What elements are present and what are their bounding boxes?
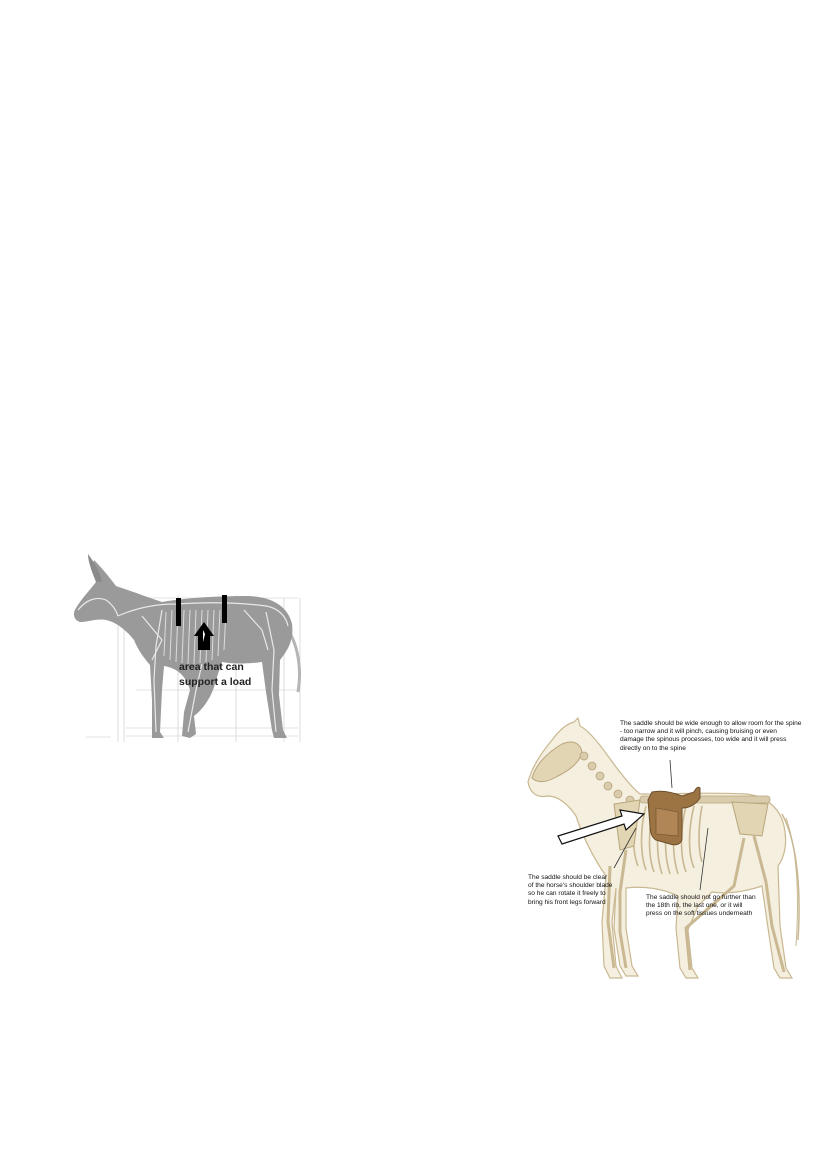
donkey-body <box>74 560 292 738</box>
horse-saddle-illustration <box>522 716 810 994</box>
horse-saddle-figure <box>522 716 810 994</box>
donkey-skeleton-illustration <box>66 550 324 747</box>
donkey-skeleton-figure <box>66 550 324 747</box>
load-area-label: area that can support a load <box>179 661 252 688</box>
load-marker-front <box>176 598 181 626</box>
saddle-rib-note: The saddle should not go further than the 18th rib, the last one, or it will press on the soft tissues underneath <box>646 894 756 918</box>
saddle-shoulder-note: The saddle should be clear of the horse's shoulder blade so he can rotate it freely to bring his front legs forward <box>528 874 613 906</box>
saddle-spine-note: The saddle should be wide enough to allow room for the spine - too narrow and it will pinch, causing bruising or even damage the spinous processes, too wide and it will press directly on to the spine <box>620 720 802 752</box>
load-marker-rear <box>222 595 227 623</box>
